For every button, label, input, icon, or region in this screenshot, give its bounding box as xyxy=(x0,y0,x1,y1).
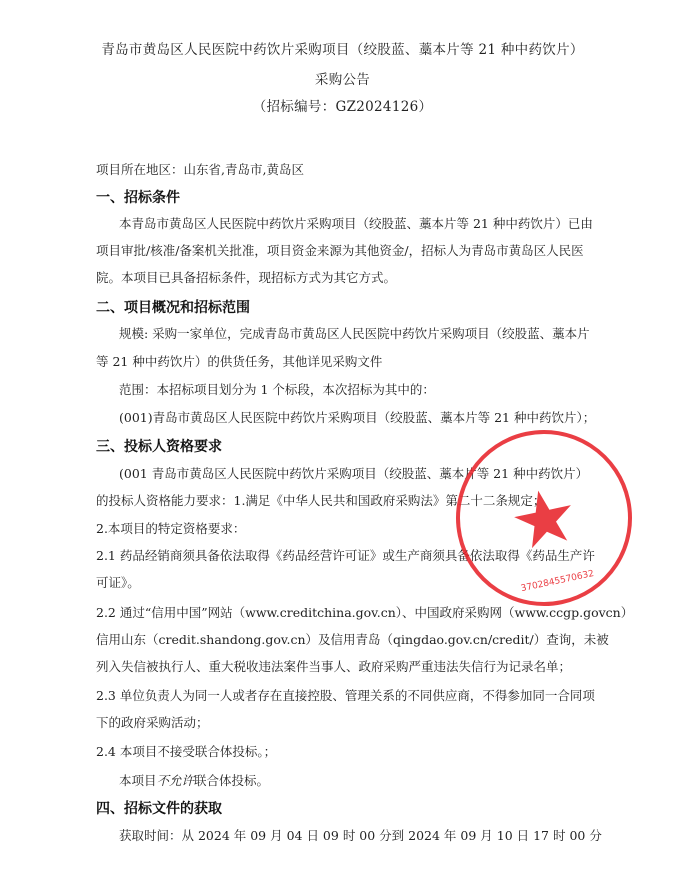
paragraph-line: 2.2 通过“信用中国”网站（www.creditchina.gov.cn）、中国政府采购网（www.ccgp.govcn） xyxy=(96,605,634,620)
note-prefix: 本项目 xyxy=(119,773,157,788)
paragraph-line: 获取时间：从 2024 年 09 月 04 日 09 时 00 分到 2024 年 09 月 10 日 17 时 00 分 xyxy=(119,828,602,843)
paragraph-line: 列入失信被执行人、重大税收违法案件当事人、政府采购严重违法失信行为记录名单； xyxy=(96,659,572,674)
paragraph-line: 等 21 种中药饮片）的供货任务，其他详见采购文件 xyxy=(96,354,383,369)
consortium-note xyxy=(119,771,269,789)
seal-number: 3702845570632 xyxy=(520,568,595,595)
paragraph-line: 范围：本招标项目划分为 1 个标段，本次招标为其中的： xyxy=(119,382,435,397)
paragraph-line: 院。本项目已具备招标条件，现招标方式为其它方式。 xyxy=(96,270,397,285)
note-italic: 不允许 xyxy=(156,773,195,788)
paragraph-line: 的投标人资格能力要求：1.满足《中华人民共和国政府采购法》第二十二条规定； xyxy=(96,493,546,508)
paragraph-line: (001 青岛市黄岛区人民医院中药饮片采购项目（绞股蓝、藁本片等 21 种中药饮片） xyxy=(119,466,589,481)
section-heading-bidder-qualifications: 三、投标人资格要求 xyxy=(96,439,222,455)
document-subtitle: 采购公告 xyxy=(314,72,371,88)
note-suffix: 联合体投标。 xyxy=(194,773,270,788)
paragraph-line: 可证》。 xyxy=(96,575,140,590)
company-seal xyxy=(453,427,635,609)
paragraph-line: 规模: 采购一家单位，完成青岛市黄岛区人民医院中药饮片采购项目（绞股蓝、藁本片 xyxy=(119,326,590,341)
paragraph-line: 2.4 本项目不接受联合体投标。； xyxy=(96,744,277,759)
paragraph-line: 2.3 单位负责人为同一人或者存在直接控股、管理关系的不同供应商，不得参加同一合同项 xyxy=(96,688,595,703)
project-location: 项目所在地区：山东省,青岛市,黄岛区 xyxy=(96,162,304,177)
paragraph-line: 信用山东（credit.shandong.gov.cn）及信用青岛（qingdao.gov.cn/credit/）查询，未被 xyxy=(96,632,609,647)
section-heading-tender-conditions: 一、招标条件 xyxy=(96,190,180,206)
star-icon xyxy=(510,485,578,551)
paragraph-line: 2.本项目的特定资格要求： xyxy=(96,521,246,536)
paragraph-line: 本青岛市黄岛区人民医院中药饮片采购项目（绞股蓝、藁本片等 21 种中药饮片）已由 xyxy=(119,216,593,231)
document-title: 青岛市黄岛区人民医院中药饮片采购项目（绞股蓝、藁本片等 21 种中药饮片） xyxy=(101,42,584,58)
section-heading-document-acquisition: 四、招标文件的获取 xyxy=(96,801,222,817)
paragraph-line: (001)青岛市黄岛区人民医院中药饮片采购项目（绞股蓝、藁本片等 21 种中药饮片）； xyxy=(119,410,596,425)
paragraph-line: 下的政府采购活动； xyxy=(96,715,209,730)
paragraph-line: 2.1 药品经销商须具备依法取得《药品经营许可证》或生产商须具备依法取得《药品生产许 xyxy=(96,548,595,563)
paragraph-line: 项目审批/核准/备案机关批准，项目资金来源为其他资金/，招标人为青岛市黄岛区人民医 xyxy=(96,243,584,258)
tender-number: （招标编号：GZ2024126） xyxy=(252,99,433,115)
section-heading-project-overview: 二、项目概况和招标范围 xyxy=(96,300,250,316)
